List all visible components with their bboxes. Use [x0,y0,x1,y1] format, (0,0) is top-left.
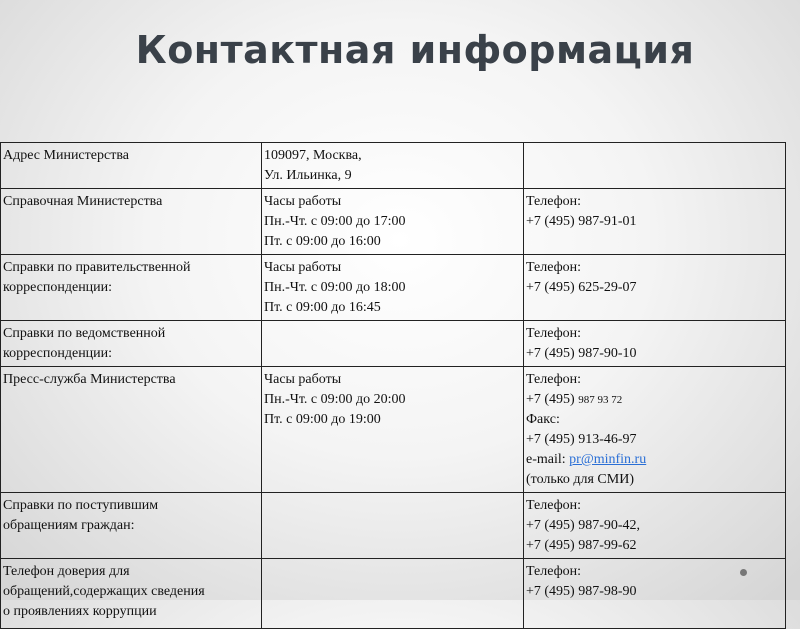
hours-line: Пт. с 09:00 до 16:45 [264,300,381,315]
phone-number: +7 (495) 987-90-10 [526,346,637,361]
row-label: Справки по правительственной [3,260,191,275]
phone-prefix: +7 (495) [526,392,579,407]
table-row [1,321,786,367]
email-label: e-mail: [526,452,570,467]
hours-line: Пт. с 09:00 до 19:00 [264,412,381,427]
hours-line: Часы работы [264,260,342,275]
fax-number: +7 (495) 913-46-97 [526,432,637,447]
row-label-cell [1,493,262,559]
hours-line: Пт. с 09:00 до 16:00 [264,234,381,249]
row-label: обращений,содержащих сведения [3,584,205,599]
table-row [1,559,786,629]
page-title: Контактная информация [135,28,695,72]
contact-cell [524,559,786,629]
row-label-cell [1,321,262,367]
phone-number: +7 (495) 987-91-01 [526,214,637,229]
phone-number: +7 (495) 987-90-42, [526,518,641,533]
phone-digits: 987 93 72 [578,394,623,406]
phone-number: +7 (495) 987-98-90 [526,584,637,599]
table-row [1,143,786,189]
hours-line: Часы работы [264,194,342,209]
phone-number [526,390,783,410]
press-note: (только для СМИ) [526,472,634,487]
row-label: корреспонденции: [3,346,113,361]
contact-cell [524,321,786,367]
phone-label: Телефон: [526,498,582,513]
row-label: Справки по поступившим [3,498,159,513]
contact-cell [524,189,786,255]
email-line [526,450,783,470]
row-label: Справочная Министерства [3,194,163,209]
hours-line: Пн.-Чт. с 09:00 до 20:00 [264,392,406,407]
email-link[interactable]: pr@minfin.ru [569,452,647,467]
contact-cell [524,255,786,321]
contact-cell [524,493,786,559]
fax-label: Факс: [526,412,560,427]
row-label: Справки по ведомственной [3,326,166,341]
hours-cell [262,493,524,559]
contact-cell [524,143,786,189]
row-label: Адрес Министерства [3,148,129,163]
slide-bullet-dot [740,569,747,576]
hours-line: Часы работы [264,372,342,387]
contact-table [0,142,786,629]
row-label-cell [1,255,262,321]
hours-cell [262,255,524,321]
hours-cell [262,559,524,629]
row-label-cell [1,189,262,255]
phone-label: Телефон: [526,326,582,341]
row-label: Пресс-служба Министерства [3,372,176,387]
hours-cell [262,367,524,493]
row-label-cell [1,559,262,629]
table-row [1,367,786,493]
phone-label: Телефон: [526,260,582,275]
address-cell [262,143,524,189]
hours-line: Пн.-Чт. с 09:00 до 18:00 [264,280,406,295]
hours-cell [262,189,524,255]
row-label: обращениям граждан: [3,518,135,533]
row-label: о проявлениях коррупции [3,604,157,619]
phone-label: Телефон: [526,372,582,387]
phone-label: Телефон: [526,564,582,579]
table-row [1,189,786,255]
row-label: Телефон доверия для [3,564,130,579]
hours-cell [262,321,524,367]
contact-cell [524,367,786,493]
phone-label: Телефон: [526,194,582,209]
address-line: Ул. Ильинка, 9 [264,168,352,183]
row-label: корреспонденции: [3,280,113,295]
hours-line: Пн.-Чт. с 09:00 до 17:00 [264,214,406,229]
table-row [1,493,786,559]
table-row [1,255,786,321]
address-line: 109097, Москва, [264,148,362,163]
row-label-cell [1,143,262,189]
phone-number: +7 (495) 987-99-62 [526,538,637,553]
row-label-cell [1,367,262,493]
phone-number: +7 (495) 625-29-07 [526,280,637,295]
